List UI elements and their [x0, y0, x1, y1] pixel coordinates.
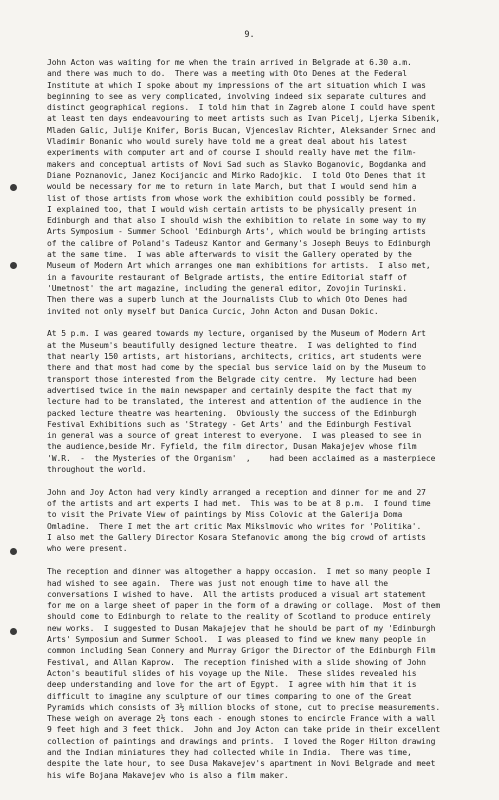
- paragraph-lecture: At 5 p.m. I was geared towards my lecture, organised by the Museum of Modern Art at the Museum's beautifully designed lecture theatre. I was delighted to find that nearly 150 artists, art historians, architects, critics, art students were there and that most had come by the special bus service laid on by the Museum to transport those interested from the Belgrade city centre. My lecture had been advertised twice in the main newspaper and certainly despite the fact that my lecture had to be translated, the interest and attention of the audience in the packed lecture theatre was heartening. Obviously the success of the Edinburgh Festival Exhibitions such as 'Strategy - Get Arts' and the Edinburgh Festival in general was a source of great interest to everyone. I was pleased to see in the audience,beside Mr. Fyfield, the film director, Dusan Makajejev whose film 'W.R. - the Mysteries of the Organism' , had been acclaimed as a masterpiece throughout the world.: [47, 329, 436, 474]
- paragraph-reception-dinner: The reception and dinner was altogether a happy occasion. I met so many people I had wished to see again. There was just not enough time to have all the conversations I wished to have. All the artists produced a visual art statement for me on a large sheet of paper in the form of a drawing or collage. Most of them should come to Edinburgh to relate to the reality of Scotland to produce entirely new works. I suggested to Dusan Makajejev that he should be part of my 'Edinburgh Arts' Symposium and Summer School. I was pleased to find we knew many people in common including Sean Connery and Murray Grigor the Director of the Edinburgh Film Festival, and Allan Kaprow. The reception finished with a slide showing of John Acton's beautiful slides of his voyage up the Nile. These slides revealed his deep understanding and love for the art of Egypt. I agree with him that it is difficult to imagine any sculpture of our times comparing to one of the Great Pyramids which consists of 3½ million blocks of stone, cut to precise measurements. These weigh on average 2½ tons each - enough stones to encircle France with a wall 9 feet high and 3 feet thick. John and Joy Acton can take pride in their excellent collection of paintings and drawings and prints. I loved the Roger Hilton drawing and the Indian miniatures they had collected while in India. There was time, despite the late hour, to see Dusa Makavejev's apartment in Novi Belgrade and meet his wife Bojana Makavejev who is also a film maker.: [47, 567, 441, 780]
- page-number: 9.: [244, 30, 255, 40]
- body-text: [47, 57, 467, 792]
- punch-hole: [10, 628, 17, 635]
- paragraph-belgrade-arrival: John Acton was waiting for me when the train arrived in Belgrade at 6.30 a.m. and there was much to do. There was a meeting with Oto Denes at the Federal Institute at which I spoke about my impressions of the art situation which I was beginning to see as very complicated, involving indeed six separate cultures and distinct geographical regions. I told him that in Zagreb alone I could have spent at least ten days endeavouring to meet artists such as Ivan Picelj, Ljerka Sibenik, Mladen Galic, Julije Knifer, Boris Bucan, Vjenceslav Richter, Aleksander Srnec and Vladimir Bonanic who would surely have told me a great deal about his latest experiments with computer art and of course I should really have met the film- makers and conceptual artists of Novi Sad such as Slavko Boganovic, Bogdanka and Diane Poznanovic, Janez Kocijancic and Mirko Radojkic. I told Oto Denes that it would be necessary for me to return in late March, but that I would send him a list of those artists from whose work the exhibition could possibly be formed. I explained too, that I would wish certain artists to be physically present in Edinburgh and that also I should wish the exhibition to relate in some way to my Arts Symposium - Summer School 'Edinburgh Arts', which would be bringing artists of the calibre of Poland's Tadeusz Kantor and Germany's Joseph Beuys to Edinburgh at the same time. I was able afterwards to visit the Gallery operated by the Museum of Modern Art which arranges one man exhibitions for artists. I also met, in a favourite restaurant of Belgrade artists, the entire Editorial staff of 'Umetnost' the art magazine, including the general editor, Zovojin Turinski. Then there was a superb lunch at the Journalists Club to which Oto Denes had invited not only myself but Danica Curcic, John Acton and Dusan Dokic.: [47, 58, 441, 316]
- punch-hole: [10, 184, 17, 191]
- paragraph-reception-invitation: John and Joy Acton had very kindly arranged a reception and dinner for me and 27 of the artists and art experts I had met. This was to be at 8 p.m. I found time to visit the Private View of paintings by Miss Colovic at the Galerija Doma Omladine. There I met the art critic Max Mikslmovic who writes for 'Politika'. I also met the Gallery Director Kosara Stefanovic among the big crowd of artists who were present.: [47, 487, 431, 554]
- punch-hole: [10, 262, 17, 269]
- punch-hole: [10, 548, 17, 555]
